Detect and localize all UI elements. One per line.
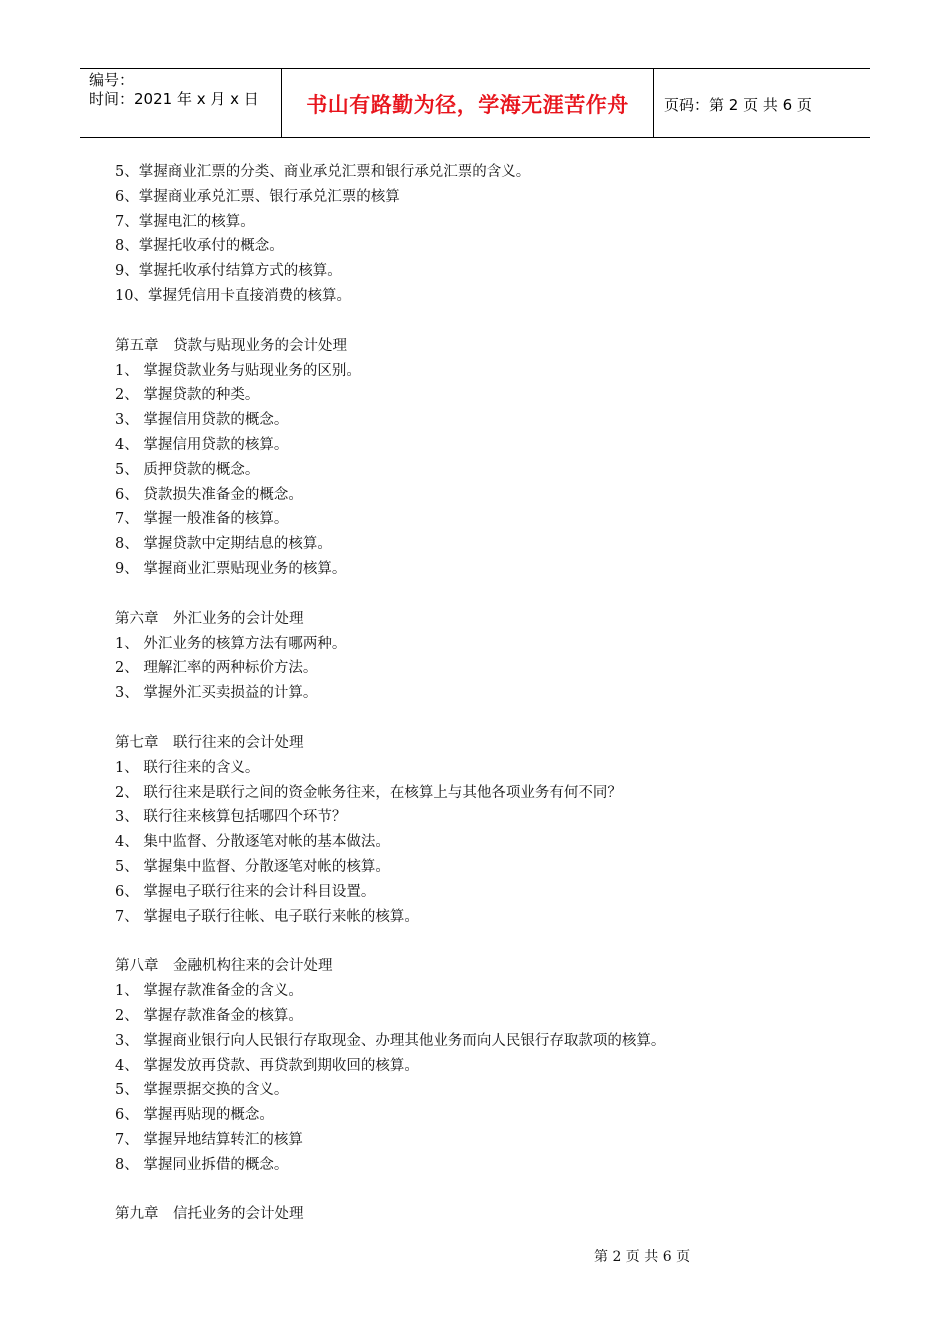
list-item: 7、 掌握异地结算转汇的核算 <box>115 1131 303 1148</box>
list-item: 4、 掌握信用贷款的核算。 <box>115 436 289 453</box>
header-motto-cell <box>282 69 654 137</box>
list-item: 5、 掌握集中监督、分散逐笔对帐的核算。 <box>115 858 390 875</box>
page-indicator: 页码：第 2 页 共 6 页 <box>664 95 812 114</box>
paragraph-gap <box>115 309 855 334</box>
list-item: 3、 掌握信用贷款的概念。 <box>115 412 289 429</box>
list-item: 6、掌握商业承兑汇票、银行承兑汇票的核算 <box>115 188 400 205</box>
list-item: 9、 掌握商业汇票贴现业务的核算。 <box>115 560 347 577</box>
list-item: 5、 质押贷款的概念。 <box>115 461 260 478</box>
list-item: 2、 理解汇率的两种标价方法。 <box>115 660 318 677</box>
chapter-heading: 第六章 外汇业务的会计处理 <box>115 610 304 627</box>
list-item: 7、 掌握电子联行往帐、电子联行来帐的核算。 <box>115 908 419 925</box>
list-item: 4、 集中监督、分散逐笔对帐的基本做法。 <box>115 834 390 851</box>
paragraph-gap <box>115 929 855 954</box>
list-item: 1、 联行往来的含义。 <box>115 759 260 776</box>
list-item: 7、 掌握一般准备的核算。 <box>115 511 289 528</box>
paragraph-gap <box>115 582 855 607</box>
list-item: 10、掌握凭信用卡直接消费的核算。 <box>115 287 351 304</box>
list-item: 1、 掌握存款准备金的含义。 <box>115 983 303 1000</box>
list-item: 6、 贷款损失准备金的概念。 <box>115 486 303 503</box>
list-item: 5、 掌握票据交换的含义。 <box>115 1082 289 1099</box>
list-item: 3、 掌握外汇买卖损益的计算。 <box>115 685 318 702</box>
list-item: 5、掌握商业汇票的分类、商业承兑汇票和银行承兑汇票的含义。 <box>115 164 531 180</box>
list-item: 1、 外汇业务的核算方法有哪两种。 <box>115 635 347 652</box>
document-date: 时间：2021 年 x 月 x 日 <box>89 90 259 108</box>
list-item: 6、 掌握电子联行往来的会计科目设置。 <box>115 883 376 900</box>
list-item: 3、 联行往来核算包括哪四个环节？ <box>115 809 347 826</box>
list-item: 8、 掌握同业拆借的概念。 <box>115 1156 289 1173</box>
list-item: 8、 掌握贷款中定期结息的核算。 <box>115 536 332 553</box>
page-header <box>80 68 870 138</box>
list-item: 8、掌握托收承付的概念。 <box>115 238 284 255</box>
list-item: 7、掌握电汇的核算。 <box>115 213 255 230</box>
list-item: 4、 掌握发放再贷款、再贷款到期收回的核算。 <box>115 1057 419 1074</box>
list-item: 2、 掌握贷款的种类。 <box>115 387 260 404</box>
chapter-heading: 第九章 信托业务的会计处理 <box>115 1206 304 1223</box>
document-body <box>115 160 855 1227</box>
list-item: 2、 掌握存款准备金的核算。 <box>115 1007 303 1024</box>
motto: 书山有路勤为径，学海无涯苦作舟 <box>306 93 629 117</box>
paragraph-gap <box>115 1177 855 1202</box>
list-item: 2、 联行往来是联行之间的资金帐务往来，在核算上与其他各项业务有何不同？ <box>115 784 622 801</box>
chapter-heading: 第八章 金融机构往来的会计处理 <box>115 958 333 975</box>
list-item: 6、 掌握再贴现的概念。 <box>115 1107 274 1124</box>
list-item: 3、 掌握商业银行向人民银行存取现金、办理其他业务而向人民银行存取款项的核算。 <box>115 1032 666 1049</box>
header-meta <box>80 69 282 137</box>
list-item: 1、 掌握贷款业务与贴现业务的区别。 <box>115 362 361 379</box>
chapter-heading: 第七章 联行往来的会计处理 <box>115 734 304 751</box>
chapter-heading: 第五章 贷款与贴现业务的会计处理 <box>115 337 347 354</box>
paragraph-gap <box>115 706 855 731</box>
page-footer: 第 2 页 共 6 页 <box>594 1249 691 1265</box>
document-code: 编号： <box>89 71 135 89</box>
list-item: 9、掌握托收承付结算方式的核算。 <box>115 263 342 280</box>
header-page-cell <box>654 69 870 137</box>
